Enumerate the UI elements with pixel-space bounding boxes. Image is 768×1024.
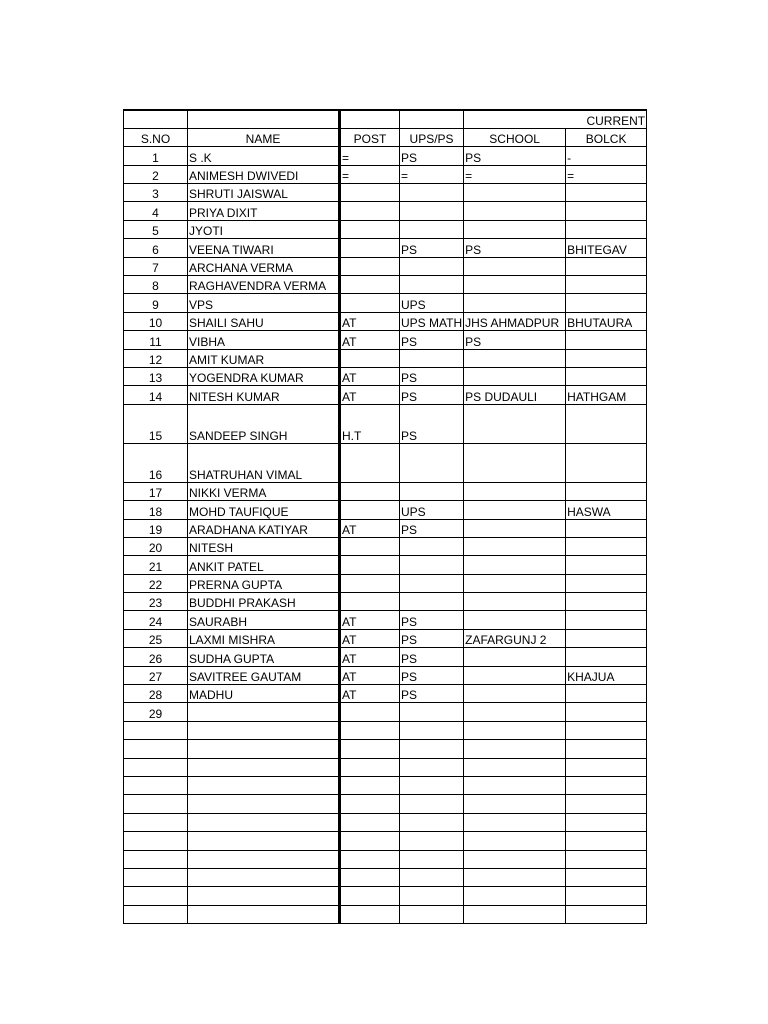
cell-post[interactable]: AT [340, 666, 400, 684]
cell-block[interactable] [566, 331, 647, 349]
empty-cell-block[interactable] [566, 777, 647, 795]
table-row [124, 519, 647, 537]
cell-block[interactable] [566, 202, 647, 220]
empty-cell-name[interactable] [188, 887, 340, 905]
cell-school[interactable] [464, 294, 566, 312]
cell-name[interactable]: PRIYA DIXIT [188, 202, 340, 220]
cell-sno[interactable]: 19 [124, 519, 188, 537]
cell-school[interactable] [464, 257, 566, 275]
cell-block[interactable] [566, 685, 647, 703]
cell-ups-ps[interactable] [400, 184, 464, 202]
cell-name[interactable]: VIBHA [188, 331, 340, 349]
empty-table-row [124, 868, 647, 886]
cell-top-current[interactable]: CURRENT [566, 110, 647, 128]
cell-block[interactable] [566, 276, 647, 294]
cell-ups-ps[interactable] [400, 537, 464, 555]
empty-cell-school[interactable] [464, 887, 566, 905]
empty-cell-block[interactable] [566, 887, 647, 905]
cell-sno[interactable]: 7 [124, 257, 188, 275]
table-row [124, 666, 647, 684]
cell-name[interactable]: ANKIT PATEL [188, 556, 340, 574]
cell-ups-ps[interactable]: = [400, 165, 464, 183]
empty-cell-block[interactable] [566, 832, 647, 850]
empty-cell-block[interactable] [566, 868, 647, 886]
empty-cell-ups-ps[interactable] [400, 868, 464, 886]
empty-table-row [124, 721, 647, 739]
cell-sno[interactable]: 13 [124, 367, 188, 385]
cell-sno[interactable]: 5 [124, 220, 188, 238]
cell-post[interactable] [340, 574, 400, 592]
cell-name[interactable]: SUDHA GUPTA [188, 648, 340, 666]
cell-ups-ps[interactable]: UPS MATH [400, 312, 464, 330]
empty-cell-post[interactable] [340, 721, 400, 739]
cell-sno[interactable]: 21 [124, 556, 188, 574]
column-header-post[interactable]: POST [340, 128, 400, 146]
table-row [124, 648, 647, 666]
empty-cell-school[interactable] [464, 721, 566, 739]
empty-cell-school[interactable] [464, 777, 566, 795]
cell-block[interactable] [566, 703, 647, 721]
cell-block[interactable] [566, 629, 647, 647]
empty-cell-post[interactable] [340, 758, 400, 776]
empty-cell-block[interactable] [566, 740, 647, 758]
table-row [124, 294, 647, 312]
empty-cell-school[interactable] [464, 905, 566, 923]
cell-block[interactable]: BHUTAURA [566, 312, 647, 330]
empty-cell-sno[interactable] [124, 850, 188, 868]
cell-block[interactable] [566, 404, 647, 443]
cell-block[interactable] [566, 574, 647, 592]
empty-cell-block[interactable] [566, 850, 647, 868]
table-row [124, 537, 647, 555]
cell-sno[interactable]: 28 [124, 685, 188, 703]
empty-cell-ups-ps[interactable] [400, 758, 464, 776]
empty-cell-ups-ps[interactable] [400, 887, 464, 905]
table-row [124, 165, 647, 183]
cell-block[interactable]: = [566, 165, 647, 183]
empty-cell-school[interactable] [464, 868, 566, 886]
cell-ups-ps[interactable] [400, 443, 464, 482]
table-row [124, 629, 647, 647]
cell-sno[interactable]: 11 [124, 331, 188, 349]
cell-name[interactable]: NITESH KUMAR [188, 386, 340, 404]
table-row [124, 349, 647, 367]
empty-cell-school[interactable] [464, 795, 566, 813]
cell-post[interactable]: AT [340, 386, 400, 404]
cell-name[interactable]: SHATRUHAN VIMAL [188, 443, 340, 482]
cell-post[interactable] [340, 276, 400, 294]
cell-name[interactable]: MADHU [188, 685, 340, 703]
empty-table-row [124, 887, 647, 905]
empty-cell-sno[interactable] [124, 813, 188, 831]
cell-ups-ps[interactable]: PS [400, 629, 464, 647]
cell-name[interactable]: SHAILI SAHU [188, 312, 340, 330]
cell-block[interactable] [566, 349, 647, 367]
cell-block[interactable] [566, 257, 647, 275]
table-row [124, 312, 647, 330]
cell-sno[interactable]: 1 [124, 147, 188, 165]
table-row [124, 556, 647, 574]
cell-ups-ps[interactable]: PS [400, 685, 464, 703]
cell-school[interactable] [464, 519, 566, 537]
empty-cell-sno[interactable] [124, 887, 188, 905]
cell-sno[interactable]: 14 [124, 386, 188, 404]
cell-sno[interactable]: 6 [124, 239, 188, 257]
table-row [124, 685, 647, 703]
cell-name[interactable]: AMIT KUMAR [188, 349, 340, 367]
cell-school[interactable] [464, 556, 566, 574]
table-row [124, 367, 647, 385]
empty-cell-post[interactable] [340, 832, 400, 850]
cell-school[interactable] [464, 703, 566, 721]
cell-ups-ps[interactable]: PS [400, 147, 464, 165]
empty-table-row [124, 850, 647, 868]
empty-cell-sno[interactable] [124, 758, 188, 776]
cell-sno[interactable]: 9 [124, 294, 188, 312]
empty-cell-post[interactable] [340, 850, 400, 868]
cell-name[interactable]: RAGHAVENDRA VERMA [188, 276, 340, 294]
cell-sno[interactable]: 15 [124, 404, 188, 443]
cell-name[interactable]: SAVITREE GAUTAM [188, 666, 340, 684]
empty-cell-block[interactable] [566, 721, 647, 739]
cell-post[interactable] [340, 593, 400, 611]
cell-block[interactable] [566, 184, 647, 202]
cell-name[interactable]: JYOTI [188, 220, 340, 238]
cell-post[interactable]: = [340, 165, 400, 183]
cell-post[interactable] [340, 501, 400, 519]
cell-school[interactable] [464, 202, 566, 220]
cell-ups-ps[interactable]: PS [400, 239, 464, 257]
cell-name[interactable]: SHRUTI JAISWAL [188, 184, 340, 202]
cell-sno[interactable]: 10 [124, 312, 188, 330]
cell-block[interactable] [566, 220, 647, 238]
empty-cell-post[interactable] [340, 887, 400, 905]
empty-cell-name[interactable] [188, 832, 340, 850]
cell-school[interactable] [464, 501, 566, 519]
cell-sno[interactable]: 4 [124, 202, 188, 220]
empty-cell-post[interactable] [340, 813, 400, 831]
table-row [124, 574, 647, 592]
empty-cell-block[interactable] [566, 795, 647, 813]
cell-school[interactable] [464, 443, 566, 482]
empty-cell-name[interactable] [188, 740, 340, 758]
cell-post[interactable]: AT [340, 629, 400, 647]
cell-ups-ps[interactable] [400, 593, 464, 611]
cell-school[interactable] [464, 184, 566, 202]
cell-block[interactable] [566, 443, 647, 482]
cell-sno[interactable]: 20 [124, 537, 188, 555]
cell-top-post[interactable] [340, 110, 400, 128]
cell-sno[interactable]: 8 [124, 276, 188, 294]
empty-table-row [124, 832, 647, 850]
cell-block[interactable] [566, 519, 647, 537]
cell-post[interactable] [340, 537, 400, 555]
cell-sno[interactable]: 18 [124, 501, 188, 519]
cell-school[interactable] [464, 593, 566, 611]
cell-ups-ps[interactable]: UPS [400, 501, 464, 519]
cell-post[interactable]: = [340, 147, 400, 165]
table-row [124, 501, 647, 519]
cell-post[interactable]: AT [340, 648, 400, 666]
cell-school[interactable] [464, 574, 566, 592]
empty-cell-post[interactable] [340, 777, 400, 795]
empty-cell-ups-ps[interactable] [400, 832, 464, 850]
cell-name[interactable]: BUDDHI PRAKASH [188, 593, 340, 611]
empty-table-row [124, 777, 647, 795]
cell-block[interactable] [566, 537, 647, 555]
cell-sno[interactable]: 17 [124, 482, 188, 500]
column-header-ups-ps[interactable]: UPS/PS [400, 128, 464, 146]
table-row [124, 593, 647, 611]
cell-school[interactable] [464, 685, 566, 703]
empty-cell-name[interactable] [188, 758, 340, 776]
cell-ups-ps[interactable] [400, 349, 464, 367]
column-header-name[interactable]: NAME [188, 128, 340, 146]
cell-block[interactable] [566, 556, 647, 574]
empty-cell-post[interactable] [340, 868, 400, 886]
cell-top-name[interactable] [188, 110, 340, 128]
empty-cell-name[interactable] [188, 721, 340, 739]
table-row [124, 276, 647, 294]
cell-school[interactable] [464, 537, 566, 555]
cell-block[interactable]: HASWA [566, 501, 647, 519]
cell-school[interactable]: PS [464, 239, 566, 257]
cell-school[interactable]: ZAFARGUNJ 2 [464, 629, 566, 647]
cell-school[interactable] [464, 220, 566, 238]
empty-table-row [124, 758, 647, 776]
empty-cell-school[interactable] [464, 740, 566, 758]
cell-name[interactable]: LAXMI MISHRA [188, 629, 340, 647]
empty-cell-school[interactable] [464, 813, 566, 831]
table-row [124, 482, 647, 500]
cell-sno[interactable]: 23 [124, 593, 188, 611]
cell-sno[interactable]: 22 [124, 574, 188, 592]
cell-school[interactable]: PS [464, 331, 566, 349]
cell-post[interactable] [340, 349, 400, 367]
cell-sno[interactable]: 26 [124, 648, 188, 666]
cell-name[interactable]: NIKKI VERMA [188, 482, 340, 500]
cell-sno[interactable]: 12 [124, 349, 188, 367]
cell-block[interactable]: KHAJUA [566, 666, 647, 684]
cell-post[interactable] [340, 239, 400, 257]
cell-post[interactable]: AT [340, 312, 400, 330]
empty-table-row [124, 905, 647, 923]
cell-school[interactable] [464, 666, 566, 684]
cell-school[interactable] [464, 367, 566, 385]
table-row [124, 239, 647, 257]
cell-name[interactable]: VEENA TIWARI [188, 239, 340, 257]
empty-cell-ups-ps[interactable] [400, 795, 464, 813]
cell-post[interactable] [340, 703, 400, 721]
empty-cell-name[interactable] [188, 868, 340, 886]
cell-school[interactable]: = [464, 165, 566, 183]
empty-cell-name[interactable] [188, 850, 340, 868]
cell-sno[interactable]: 25 [124, 629, 188, 647]
cell-ups-ps[interactable]: PS [400, 648, 464, 666]
cell-ups-ps[interactable]: UPS [400, 294, 464, 312]
cell-school[interactable] [464, 648, 566, 666]
cell-name[interactable]: YOGENDRA KUMAR [188, 367, 340, 385]
cell-name[interactable]: PRERNA GUPTA [188, 574, 340, 592]
cell-school[interactable] [464, 404, 566, 443]
column-header-school[interactable]: SCHOOL [464, 128, 566, 146]
cell-name[interactable]: ARCHANA VERMA [188, 257, 340, 275]
cell-name[interactable]: NITESH [188, 537, 340, 555]
empty-cell-sno[interactable] [124, 832, 188, 850]
cell-block[interactable]: - [566, 147, 647, 165]
cell-school[interactable]: JHS AHMADPUR [464, 312, 566, 330]
cell-ups-ps[interactable] [400, 257, 464, 275]
cell-name[interactable]: VPS [188, 294, 340, 312]
cell-post[interactable] [340, 482, 400, 500]
cell-ups-ps[interactable]: PS [400, 519, 464, 537]
cell-name[interactable]: SAURABH [188, 611, 340, 629]
cell-sno[interactable]: 29 [124, 703, 188, 721]
cell-post[interactable]: AT [340, 611, 400, 629]
empty-cell-school[interactable] [464, 758, 566, 776]
cell-name[interactable]: ARADHANA KATIYAR [188, 519, 340, 537]
empty-cell-ups-ps[interactable] [400, 777, 464, 795]
empty-cell-sno[interactable] [124, 795, 188, 813]
cell-block[interactable]: HATHGAM [566, 386, 647, 404]
cell-ups-ps[interactable]: PS [400, 404, 464, 443]
table-row [124, 611, 647, 629]
cell-block[interactable] [566, 593, 647, 611]
empty-cell-ups-ps[interactable] [400, 850, 464, 868]
cell-block[interactable] [566, 294, 647, 312]
empty-cell-post[interactable] [340, 905, 400, 923]
cell-sno[interactable]: 3 [124, 184, 188, 202]
cell-block[interactable]: BHITEGAV [566, 239, 647, 257]
cell-post[interactable] [340, 294, 400, 312]
cell-ups-ps[interactable]: PS [400, 666, 464, 684]
cell-post[interactable]: AT [340, 331, 400, 349]
empty-cell-block[interactable] [566, 905, 647, 923]
empty-table-row [124, 813, 647, 831]
cell-sno[interactable]: 2 [124, 165, 188, 183]
cell-post[interactable]: H.T [340, 404, 400, 443]
table-row [124, 220, 647, 238]
cell-name[interactable]: MOHD TAUFIQUE [188, 501, 340, 519]
empty-cell-ups-ps[interactable] [400, 740, 464, 758]
table-row [124, 184, 647, 202]
cell-school[interactable] [464, 482, 566, 500]
empty-cell-school[interactable] [464, 832, 566, 850]
empty-table-row [124, 740, 647, 758]
empty-cell-ups-ps[interactable] [400, 721, 464, 739]
cell-school[interactable] [464, 349, 566, 367]
cell-name[interactable]: SANDEEP SINGH [188, 404, 340, 443]
empty-cell-sno[interactable] [124, 740, 188, 758]
column-header-block[interactable]: BOLCK [566, 128, 647, 146]
cell-school[interactable]: PS [464, 147, 566, 165]
cell-name[interactable] [188, 703, 340, 721]
cell-post[interactable]: AT [340, 685, 400, 703]
cell-top-sno[interactable] [124, 110, 188, 128]
cell-top-ups[interactable] [400, 110, 464, 128]
empty-cell-name[interactable] [188, 813, 340, 831]
table-header-row [124, 128, 647, 146]
cell-ups-ps[interactable]: PS [400, 331, 464, 349]
table-row [124, 202, 647, 220]
empty-cell-sno[interactable] [124, 777, 188, 795]
empty-cell-ups-ps[interactable] [400, 905, 464, 923]
empty-cell-name[interactable] [188, 777, 340, 795]
cell-block[interactable] [566, 648, 647, 666]
cell-post[interactable]: AT [340, 519, 400, 537]
table-row [124, 386, 647, 404]
empty-table-row [124, 795, 647, 813]
cell-block[interactable] [566, 482, 647, 500]
cell-sno[interactable]: 27 [124, 666, 188, 684]
cell-block[interactable] [566, 367, 647, 385]
cell-name[interactable]: ANIMESH DWIVEDI [188, 165, 340, 183]
table-row [124, 703, 647, 721]
cell-post[interactable] [340, 257, 400, 275]
cell-post[interactable] [340, 184, 400, 202]
cell-school[interactable] [464, 276, 566, 294]
cell-school[interactable] [464, 611, 566, 629]
cell-ups-ps[interactable] [400, 276, 464, 294]
empty-cell-name[interactable] [188, 905, 340, 923]
cell-post[interactable] [340, 220, 400, 238]
table-row [124, 147, 647, 165]
table-row [124, 257, 647, 275]
cell-sno[interactable]: 16 [124, 443, 188, 482]
cell-school[interactable]: PS DUDAULI [464, 386, 566, 404]
cell-top-school[interactable] [464, 110, 566, 128]
cell-ups-ps[interactable] [400, 202, 464, 220]
table-row [124, 404, 647, 443]
cell-ups-ps[interactable] [400, 220, 464, 238]
empty-cell-sno[interactable] [124, 868, 188, 886]
table-title-row [124, 110, 647, 128]
cell-post[interactable] [340, 202, 400, 220]
empty-cell-post[interactable] [340, 795, 400, 813]
empty-cell-sno[interactable] [124, 721, 188, 739]
cell-block[interactable] [566, 611, 647, 629]
table-row [124, 331, 647, 349]
staff-table-body [124, 110, 647, 924]
cell-ups-ps[interactable]: PS [400, 367, 464, 385]
cell-ups-ps[interactable] [400, 556, 464, 574]
cell-sno[interactable]: 24 [124, 611, 188, 629]
cell-post[interactable] [340, 556, 400, 574]
empty-cell-name[interactable] [188, 795, 340, 813]
cell-ups-ps[interactable] [400, 482, 464, 500]
cell-ups-ps[interactable]: PS [400, 386, 464, 404]
cell-ups-ps[interactable] [400, 703, 464, 721]
empty-cell-block[interactable] [566, 758, 647, 776]
column-header-sno[interactable]: S.NO [124, 128, 188, 146]
empty-cell-sno[interactable] [124, 905, 188, 923]
table-row [124, 443, 647, 482]
empty-cell-school[interactable] [464, 850, 566, 868]
cell-post[interactable] [340, 443, 400, 482]
cell-post[interactable]: AT [340, 367, 400, 385]
staff-table [123, 109, 647, 924]
empty-cell-block[interactable] [566, 813, 647, 831]
empty-cell-post[interactable] [340, 740, 400, 758]
empty-cell-ups-ps[interactable] [400, 813, 464, 831]
cell-ups-ps[interactable] [400, 574, 464, 592]
cell-name[interactable]: S .K [188, 147, 340, 165]
cell-ups-ps[interactable]: PS [400, 611, 464, 629]
